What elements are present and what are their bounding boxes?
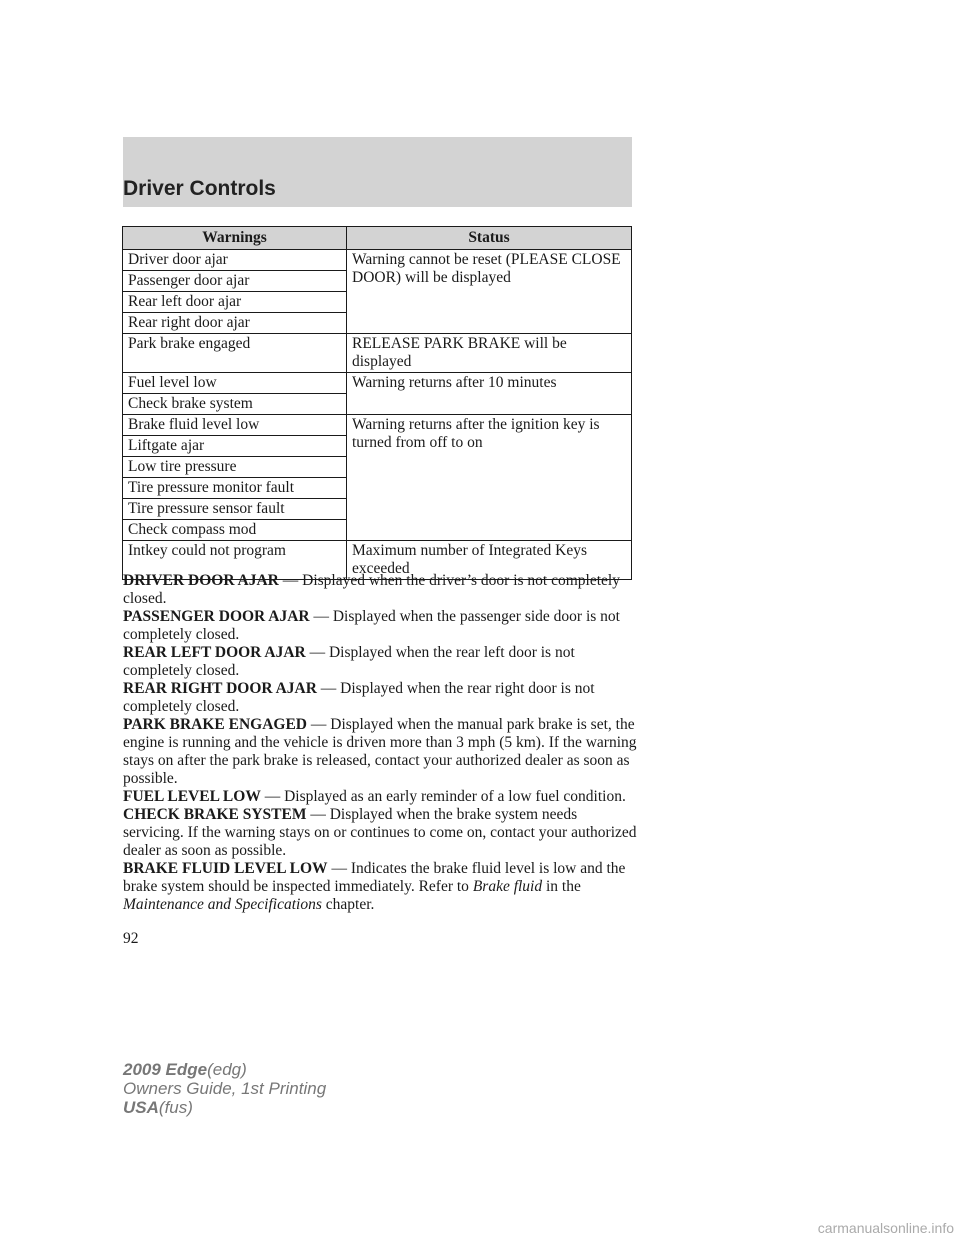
description-paragraph: [123, 680, 638, 716]
warnings-table: [122, 226, 632, 580]
description-paragraph: [123, 716, 638, 788]
footer-code: (edg): [207, 1060, 247, 1079]
footer-line: [123, 1098, 326, 1117]
footer-market: USA: [123, 1098, 159, 1117]
description-term: REAR RIGHT DOOR AJAR: [123, 680, 317, 697]
warning-cell: Passenger door ajar: [123, 271, 347, 292]
description-text: — Indicates the brake fluid level is low and the brake system should be inspected immediately. Refer to: [123, 860, 626, 895]
table-row: [123, 334, 632, 373]
warning-cell: Intkey could not program: [123, 541, 347, 580]
description-term: PARK BRAKE ENGAGED: [123, 716, 308, 733]
section-header-band: [123, 137, 632, 207]
description-text: — Displayed when the passenger side door is not completely closed.: [123, 608, 620, 643]
description-text: — Displayed when the rear right door is not completely closed.: [123, 680, 595, 715]
description-term: PASSENGER DOOR AJAR: [123, 608, 310, 625]
status-cell: Warning returns after 10 minutes: [347, 373, 632, 415]
description-paragraph: [123, 860, 638, 914]
print-footer: [123, 1060, 326, 1117]
section-title: Driver Controls: [123, 177, 276, 200]
warning-cell: Tire pressure monitor fault: [123, 478, 347, 499]
description-term: REAR LEFT DOOR AJAR: [123, 644, 306, 661]
warning-cell: Rear right door ajar: [123, 313, 347, 334]
warning-cell: Check compass mod: [123, 520, 347, 541]
status-cell: RELEASE PARK BRAKE will be displayed: [347, 334, 632, 373]
footer-model: 2009 Edge: [123, 1060, 208, 1079]
warning-cell: Rear left door ajar: [123, 292, 347, 313]
table-header-row: [123, 227, 632, 250]
table-row: [123, 250, 632, 271]
status-cell: Maximum number of Integrated Keys exceeded: [347, 541, 632, 580]
warning-cell: Tire pressure sensor fault: [123, 499, 347, 520]
description-paragraph: [123, 788, 638, 806]
footer-line: [123, 1060, 326, 1079]
header-status: Status: [347, 227, 632, 250]
cross-reference: Brake fluid: [472, 878, 543, 895]
footer-code: (fus): [158, 1098, 193, 1117]
warning-cell: Brake fluid level low: [123, 415, 347, 436]
description-text: chapter.: [321, 896, 375, 913]
warning-cell: Driver door ajar: [123, 250, 347, 271]
table-row: [123, 373, 632, 394]
warning-cell: Fuel level low: [123, 373, 347, 394]
warning-cell: Low tire pressure: [123, 457, 347, 478]
site-watermark: carmanualsonline.info: [817, 1220, 954, 1236]
description-text: — Displayed when the brake system needs servicing. If the warning stays on or continues to come on, contact your authorized dealer as soon as possible.: [123, 806, 637, 859]
description-term: CHECK BRAKE SYSTEM: [123, 806, 307, 823]
description-text: — Displayed when the rear left door is not completely closed.: [123, 644, 575, 679]
cross-reference: Maintenance and Specifications: [123, 896, 322, 913]
status-cell: Warning cannot be reset (PLEASE CLOSE DOOR) will be displayed: [347, 250, 632, 334]
footer-line: Owners Guide, 1st Printing: [123, 1079, 327, 1098]
description-paragraph: [123, 644, 638, 680]
description-term: DRIVER DOOR AJAR: [123, 572, 279, 589]
status-cell: Warning returns after the ignition key is turned from off to on: [347, 415, 632, 541]
description-paragraph: [123, 608, 638, 644]
description-paragraph: [123, 806, 638, 860]
description-text: — Displayed when the manual park brake is set, the engine is running and the vehicle is driven more than 3 mph (5 km). If the warning stays on after the park brake is released, contact your authorized dealer as soon as possible.: [123, 716, 637, 787]
description-term: BRAKE FLUID LEVEL LOW: [123, 860, 328, 877]
table-row: [123, 415, 632, 436]
warning-descriptions: [123, 572, 638, 914]
description-paragraph: [123, 572, 638, 608]
description-term: FUEL LEVEL LOW: [123, 788, 261, 805]
description-text: — Displayed when the driver’s door is not completely closed.: [123, 572, 620, 607]
warning-cell: Park brake engaged: [123, 334, 347, 373]
header-warnings: Warnings: [123, 227, 347, 250]
description-text: in the: [542, 878, 581, 895]
warning-cell: Check brake system: [123, 394, 347, 415]
page-number: 92: [123, 930, 139, 947]
warning-cell: Liftgate ajar: [123, 436, 347, 457]
description-text: — Displayed as an early reminder of a low fuel condition.: [260, 788, 626, 805]
